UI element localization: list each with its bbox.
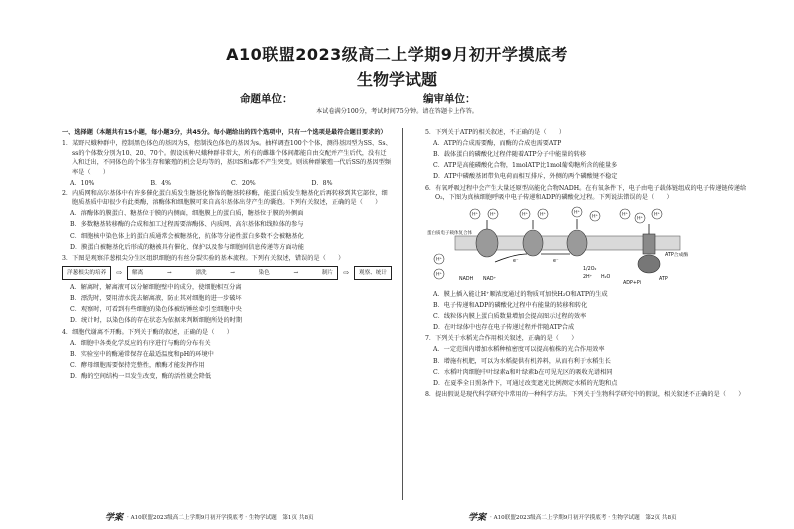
option[interactable]: D．膜蛋白被糖基化后形成的糖被具有催化、保护以及参与细胞间信息传递等方面功能 [70, 243, 304, 251]
svg-text:e⁻: e⁻ [553, 259, 559, 265]
option[interactable]: B．实验室中的酶通常保存在最适温度和pH的环境中 [70, 350, 214, 358]
exam-title: A10联盟2023级高二上学期9月初开学摸底考 [226, 45, 568, 64]
question-3-stem: 3．下图是观察洋葱根尖分生区组织细胞的有丝分裂实验的基本流程。下列有关叙述，错误的是（ ） [62, 254, 345, 262]
question-5-stem: 5．下列关于ATP的相关叙述，不正确的是（ ） [425, 129, 566, 136]
svg-text:H⁺: H⁺ [436, 257, 442, 263]
exam-note: 本试卷满分100分，考试时间75分钟。请在答题卡上作答。 [316, 108, 478, 115]
option[interactable]: B．4% [150, 180, 172, 188]
arrow-icon: → [166, 269, 172, 276]
svg-text:2H⁺: 2H⁺ [583, 275, 593, 281]
exam-subtitle: 生物学试题 [356, 70, 437, 89]
right-column [425, 128, 750, 401]
left-column [62, 128, 392, 383]
svg-text:H⁺: H⁺ [654, 212, 660, 218]
carrier-complex-3 [567, 230, 587, 256]
option[interactable]: C．细胞核中染色体上的蛋白质通常会被糖基化，抗体等分泌性蛋白多数不会被糖基化 [70, 232, 304, 240]
flow-step: 观察、统计 [354, 266, 392, 280]
svg-text:H⁺: H⁺ [622, 212, 628, 218]
option[interactable]: B．增施有机肥，可以为水稻提供有机养料，从而有利于水稻生长 [433, 357, 611, 365]
svg-text:1/2O₂: 1/2O₂ [583, 267, 597, 273]
column-divider [402, 128, 403, 500]
option[interactable]: D．ATP中磷酸基团带负电荷而相互排斥，外侧的两个磷酸键不稳定 [433, 173, 618, 181]
svg-text:ATP合成酶: ATP合成酶 [665, 253, 689, 259]
option[interactable]: A．膜上插入能让H⁺顺浓度通过的物质可加快H₂O和ATP的生成 [433, 290, 608, 298]
option[interactable]: A．10% [70, 180, 95, 188]
atp-synthase-head [638, 255, 660, 273]
page-footer-1 [105, 510, 314, 523]
question-4-stem: 4．细胞代谢离不开酶。下列关于酶的叙述，正确的是（ ） [62, 328, 233, 336]
option[interactable]: A．ATP的合成需要酶，而酶的合成也需要ATP [433, 140, 562, 148]
option[interactable]: B．多数糖基转移酶的合成和加工过程需要溶酶体、内质网、高尔基体和线粒体的参与 [70, 221, 304, 229]
arrow-icon: → [293, 269, 299, 276]
option[interactable]: D．在夏季全日照条件下，可通过改变遮光比例测定水稻的光饱和点 [433, 379, 618, 387]
flow-step: 制片 [321, 269, 334, 276]
flow-step: 解离 [132, 269, 144, 276]
svg-text:ADP+Pi: ADP+Pi [623, 281, 642, 287]
reviewer-label: 编审单位： [423, 93, 476, 105]
arrow-icon: → [230, 269, 235, 276]
page-footer-2 [468, 510, 677, 523]
option[interactable]: D．统计时，以染色体的存在状态为依据来判断细胞所处的时期 [70, 317, 243, 325]
svg-text:H⁺: H⁺ [637, 216, 643, 222]
flow-step: 染色 [258, 269, 270, 276]
option[interactable]: A．溶酶体的膜蛋白、糖基位于膜的内侧面，细胞膜上的蛋白质，糖基位于膜的外侧面 [70, 210, 304, 218]
question-7-stem: 7．下列关于水稻光合作用相关叙述，正确的是（ ） [425, 335, 578, 343]
carrier-complex-1 [476, 229, 498, 257]
flow-group [127, 266, 338, 280]
footer-text: · A10联盟2023级高二上学期9月初开学摸底考 · 生物学试题 第1页 共8页 [127, 514, 314, 521]
svg-text:H⁺: H⁺ [522, 212, 528, 218]
svg-text:ATP: ATP [659, 277, 668, 283]
svg-text:H⁺: H⁺ [436, 272, 442, 278]
atp-synthase-stalk [643, 234, 655, 254]
svg-text:H⁺: H⁺ [574, 210, 580, 216]
option[interactable]: D．在叶绿体中也存在电子传递过程并伴随ATP合成 [433, 324, 575, 332]
publisher-logo: 学案 [105, 513, 124, 523]
mitosis-flowchart [62, 266, 392, 280]
footer-text: · A10联盟2023级高二上学期9月初开学摸底考 · 生物学试题 第2页 共8页 [490, 514, 677, 521]
section-heading: 一、选择题（本题共有15小题，每小题3分，共45分。每小题给出的四个选项中，只有一个选项是最符合题目要求的） [62, 129, 387, 136]
proposer-label: 命题单位： [240, 93, 293, 105]
carrier-label: 蛋白质电子载体复合体 [427, 231, 472, 237]
arrow-icon: ⇨ [343, 268, 350, 277]
option[interactable]: A．解离时，解离液可以分解细胞壁中的成分，使细胞相互分离 [70, 284, 242, 292]
svg-text:H⁺: H⁺ [540, 212, 546, 218]
option[interactable]: C．线粒体内膜上蛋白质数量增加会提高图示过程的效率 [433, 313, 587, 321]
option[interactable]: C．20% [231, 180, 256, 188]
publisher-logo: 学案 [468, 513, 487, 523]
svg-text:NAD⁺: NAD⁺ [483, 277, 497, 283]
svg-text:H⁺: H⁺ [472, 212, 478, 218]
electron-transport-diagram [425, 204, 750, 286]
svg-text:e⁻: e⁻ [513, 259, 519, 265]
option[interactable]: D．酶的空间结构一旦发生改变，酶的活性就会降低 [70, 372, 212, 380]
option[interactable]: C．水稻叶肉细胞中叶绿素a和叶绿素b在可见光区的吸收光谱相同 [433, 368, 613, 376]
option[interactable]: D．8% [311, 180, 333, 188]
question-1-options [62, 179, 392, 189]
carrier-complex-2 [523, 230, 543, 256]
flow-step: 洋葱根尖的培养 [62, 266, 111, 280]
question-1-stem: 1．某野尺蛾种群中，控制黑色体色的基因为S，控制浅色体色的基因为s。抽样调查100个个体，测得基因型为SS、Ss、ss的个体数分别为10、20、70个。假设该种尺蛾种群非常大，所有的雌雄个体间都能自由交配并产生后代，没有迁入和迁出，不同体色的个体生存和繁殖的机会是均等的，基因S和s都不产生突变。则该种群繁殖一代后SS的基因型频率是（ ） [62, 140, 392, 176]
svg-text:H⁺: H⁺ [592, 214, 598, 220]
svg-text:H₂O: H₂O [601, 275, 611, 281]
question-6-stem: 6．有氧呼吸过程中会产生大量还原型高能化合物NADH。在有氧条件下，电子由电子载体链组成的电子传递链传递给O₂，下图为真核细胞呼吸中电子传递和ADP的磷酸化过程。下列说法错误的是（ ） [425, 184, 747, 202]
option[interactable]: A．一定范围内增加水稻种植密度可以提高植株的光合作用效率 [433, 346, 605, 354]
flow-step: 漂洗 [195, 269, 207, 276]
option[interactable]: C．ATP是高能磷酸化合物，1molATP比1mol葡萄糖所含的能量多 [433, 162, 618, 170]
svg-text:H⁺: H⁺ [490, 212, 496, 218]
option[interactable]: B．载体蛋白的磷酸化过程伴随着ATP分子中能量的转移 [433, 151, 587, 159]
arrow-icon: ⇨ [116, 268, 123, 277]
svg-text:NADH: NADH [459, 277, 474, 283]
option[interactable]: A．细胞中各类化学反应的有序进行与酶的分布有关 [70, 339, 211, 347]
option[interactable]: B．漂洗时，要用清水洗去解离液，防止其对细胞的进一步破坏 [70, 295, 242, 303]
question-2-stem: 2．内质网和高尔基体中有许多催化蛋白质发生糖基化修饰的糖基转移酶，能蛋白质发生糖基化后再转移到其它部位，细胞质基质中却很少有此类酶，溶酶体和细胞膜可来自高尔基体出芽产生的囊泡。下列有关叙述，正确的是（ ） [62, 189, 388, 207]
option[interactable]: C．观察时，可看到有些细胞的染色体被纺锤丝牵引至细胞中央 [70, 306, 242, 314]
question-8-stem: 8．提出假说是现代科学研究中常用的一种科学方法。下列关于生物科学研究中的假说，相关叙述不正确的是（ ） [425, 390, 745, 398]
option[interactable]: B．电子传递和ADP的磷酸化过程中有能量的转移和转化 [433, 301, 588, 309]
option[interactable]: C．酵母细胞需要保持完整性，酿酶才能发挥作用 [70, 361, 205, 369]
